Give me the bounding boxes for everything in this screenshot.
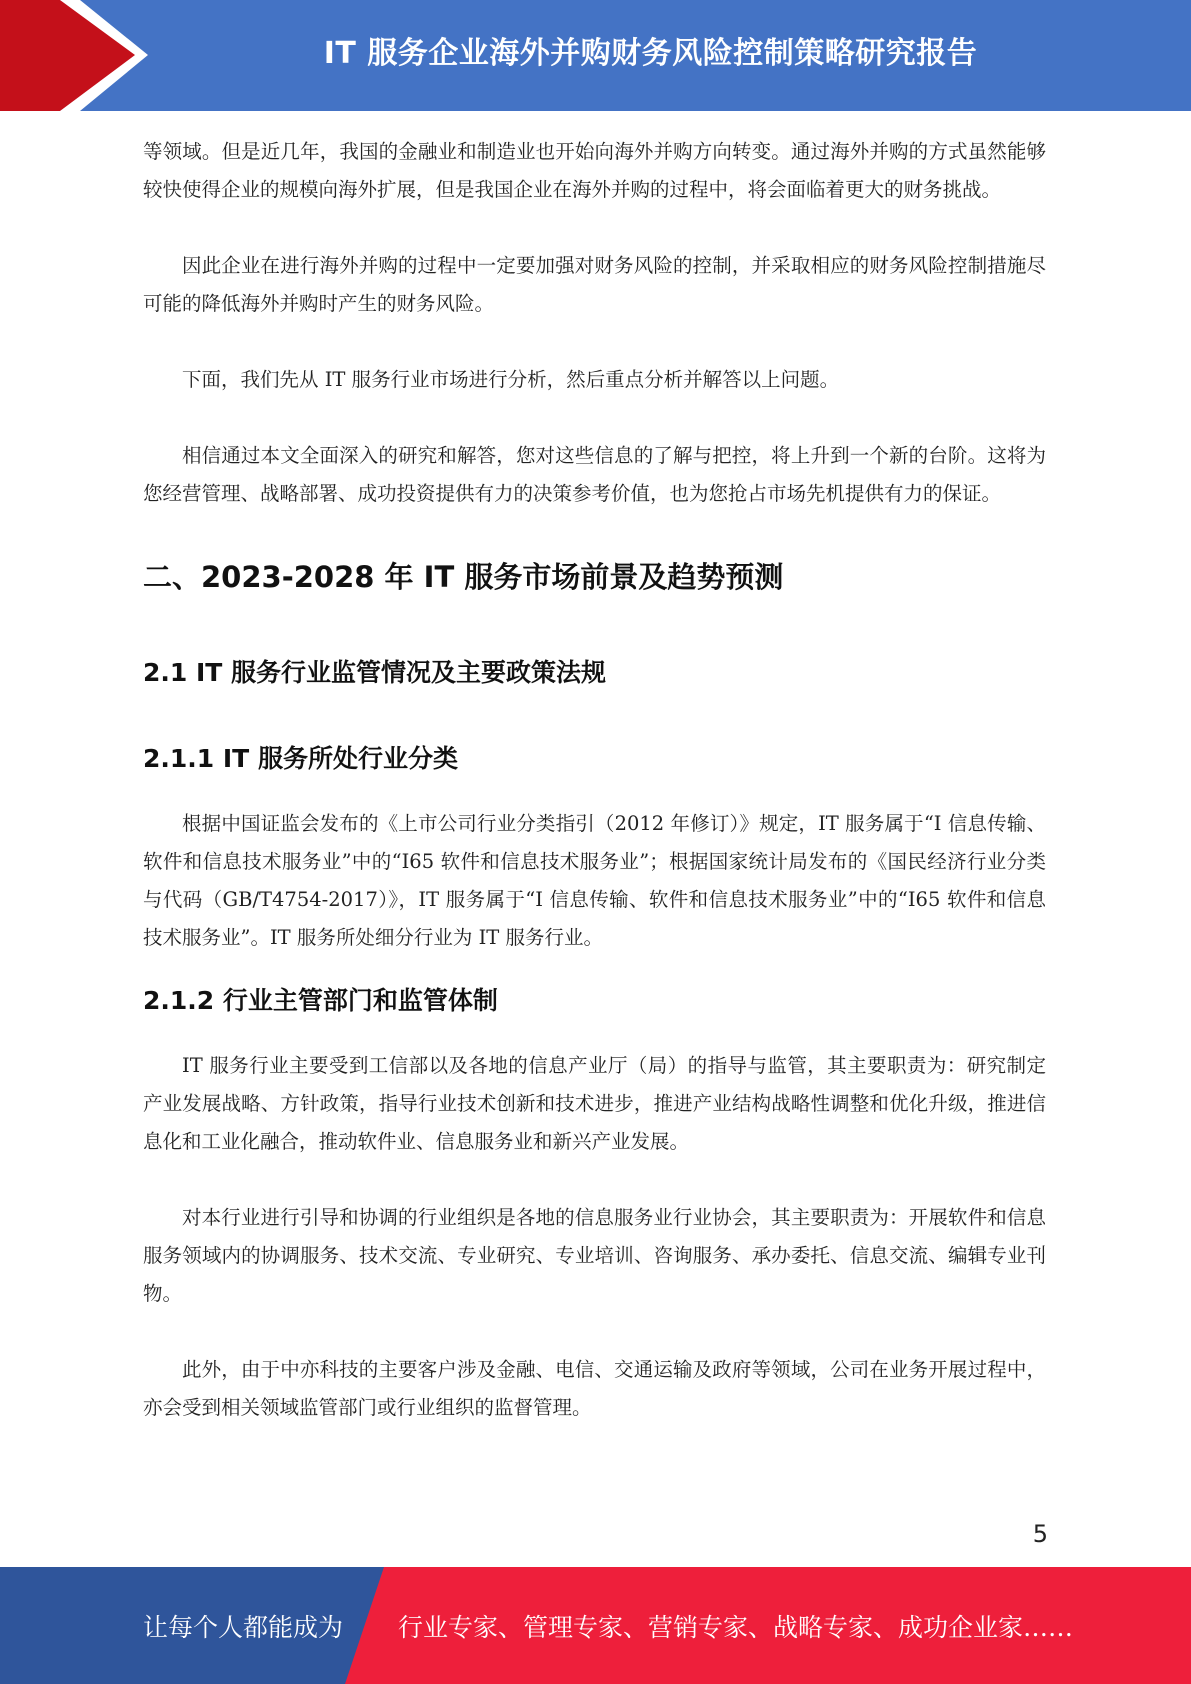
footer-slogan-right: 行业专家、管理专家、营销专家、战略专家、成功企业家…… <box>398 1612 1074 1642</box>
paragraph-analysis-intro: 下面，我们先从 IT 服务行业市场进行分析，然后重点分析并解答以上问题。 <box>182 368 840 391</box>
paragraph-value-statement: 相信通过本文全面深入的研究和解答，您对这些信息的了解与把控，将上升到一个新的台阶。这将为您经营管理、战略部署、成功投资提供有力的决策参考价值，也为您抢占市场先机提供有力的保证。 <box>143 444 1046 505</box>
footer-slogan-left: 让每个人都能成为 <box>143 1612 344 1642</box>
paragraph-additional-supervision: 此外，由于中亦科技的主要客户涉及金融、电信、交通运输及政府等领域，公司在业务开展过程中，亦会受到相关领域监管部门或行业组织的监督管理。 <box>143 1358 1046 1419</box>
paragraph-regulatory-authority: IT 服务行业主要受到工信部以及各地的信息产业厅（局）的指导与监管，其主要职责为：研究制定产业发展战略、方针政策，指导行业技术创新和技术进步，推进产业结构战略性调整和优化升级，推进信息化和工业化融合，推动软件业、信息服务业和新兴产业发展。 <box>143 1054 1046 1153</box>
page-header <box>0 0 1191 111</box>
paragraph-risk-control: 因此企业在进行海外并购的过程中一定要加强对财务风险的控制，并采取相应的财务风险控制措施尽可能的降低海外并购时产生的财务风险。 <box>143 254 1046 315</box>
page-number: 5 <box>1032 1520 1048 1548</box>
paragraph-continuation: 等领域。但是近几年，我国的金融业和制造业也开始向海外并购方向转变。通过海外并购的方式虽然能够较快使得企业的规模向海外扩展，但是我国企业在海外并购的过程中，将会面临着更大的财务挑战。 <box>143 140 1046 201</box>
subsection-heading-regulatory-authority: 2.1.2 行业主管部门和监管体制 <box>143 986 498 1015</box>
page-content <box>143 133 1046 1427</box>
subsection-heading-industry-classification: 2.1.1 IT 服务所处行业分类 <box>143 744 458 773</box>
section-heading-market-outlook: 二、2023-2028 年 IT 服务市场前景及趋势预测 <box>143 560 784 594</box>
page-footer <box>0 1567 1191 1684</box>
document-title: IT 服务企业海外并购财务风险控制策略研究报告 <box>323 36 978 71</box>
paragraph-industry-association: 对本行业进行引导和协调的行业组织是各地的信息服务业行业协会，其主要职责为：开展软件和信息服务领域内的协调服务、技术交流、专业研究、专业培训、咨询服务、承办委托、信息交流、编辑专业刊物。 <box>143 1206 1046 1305</box>
subsection-heading-regulation: 2.1 IT 服务行业监管情况及主要政策法规 <box>143 658 607 687</box>
paragraph-industry-classification: 根据中国证监会发布的《上市公司行业分类指引（2012 年修订）》规定，IT 服务属于“I 信息传输、软件和信息技术服务业”中的“I65 软件和信息技术服务业”；根据国家统计局发布的《国民经济行业分类与代码（GB/T4754-2017）》，IT 服务属于“I 信息传输、软件和信息技术服务业”中的“I65 软件和信息技术服务业”。IT 服务所处细分行业为 IT 服务行业。 <box>143 812 1046 949</box>
